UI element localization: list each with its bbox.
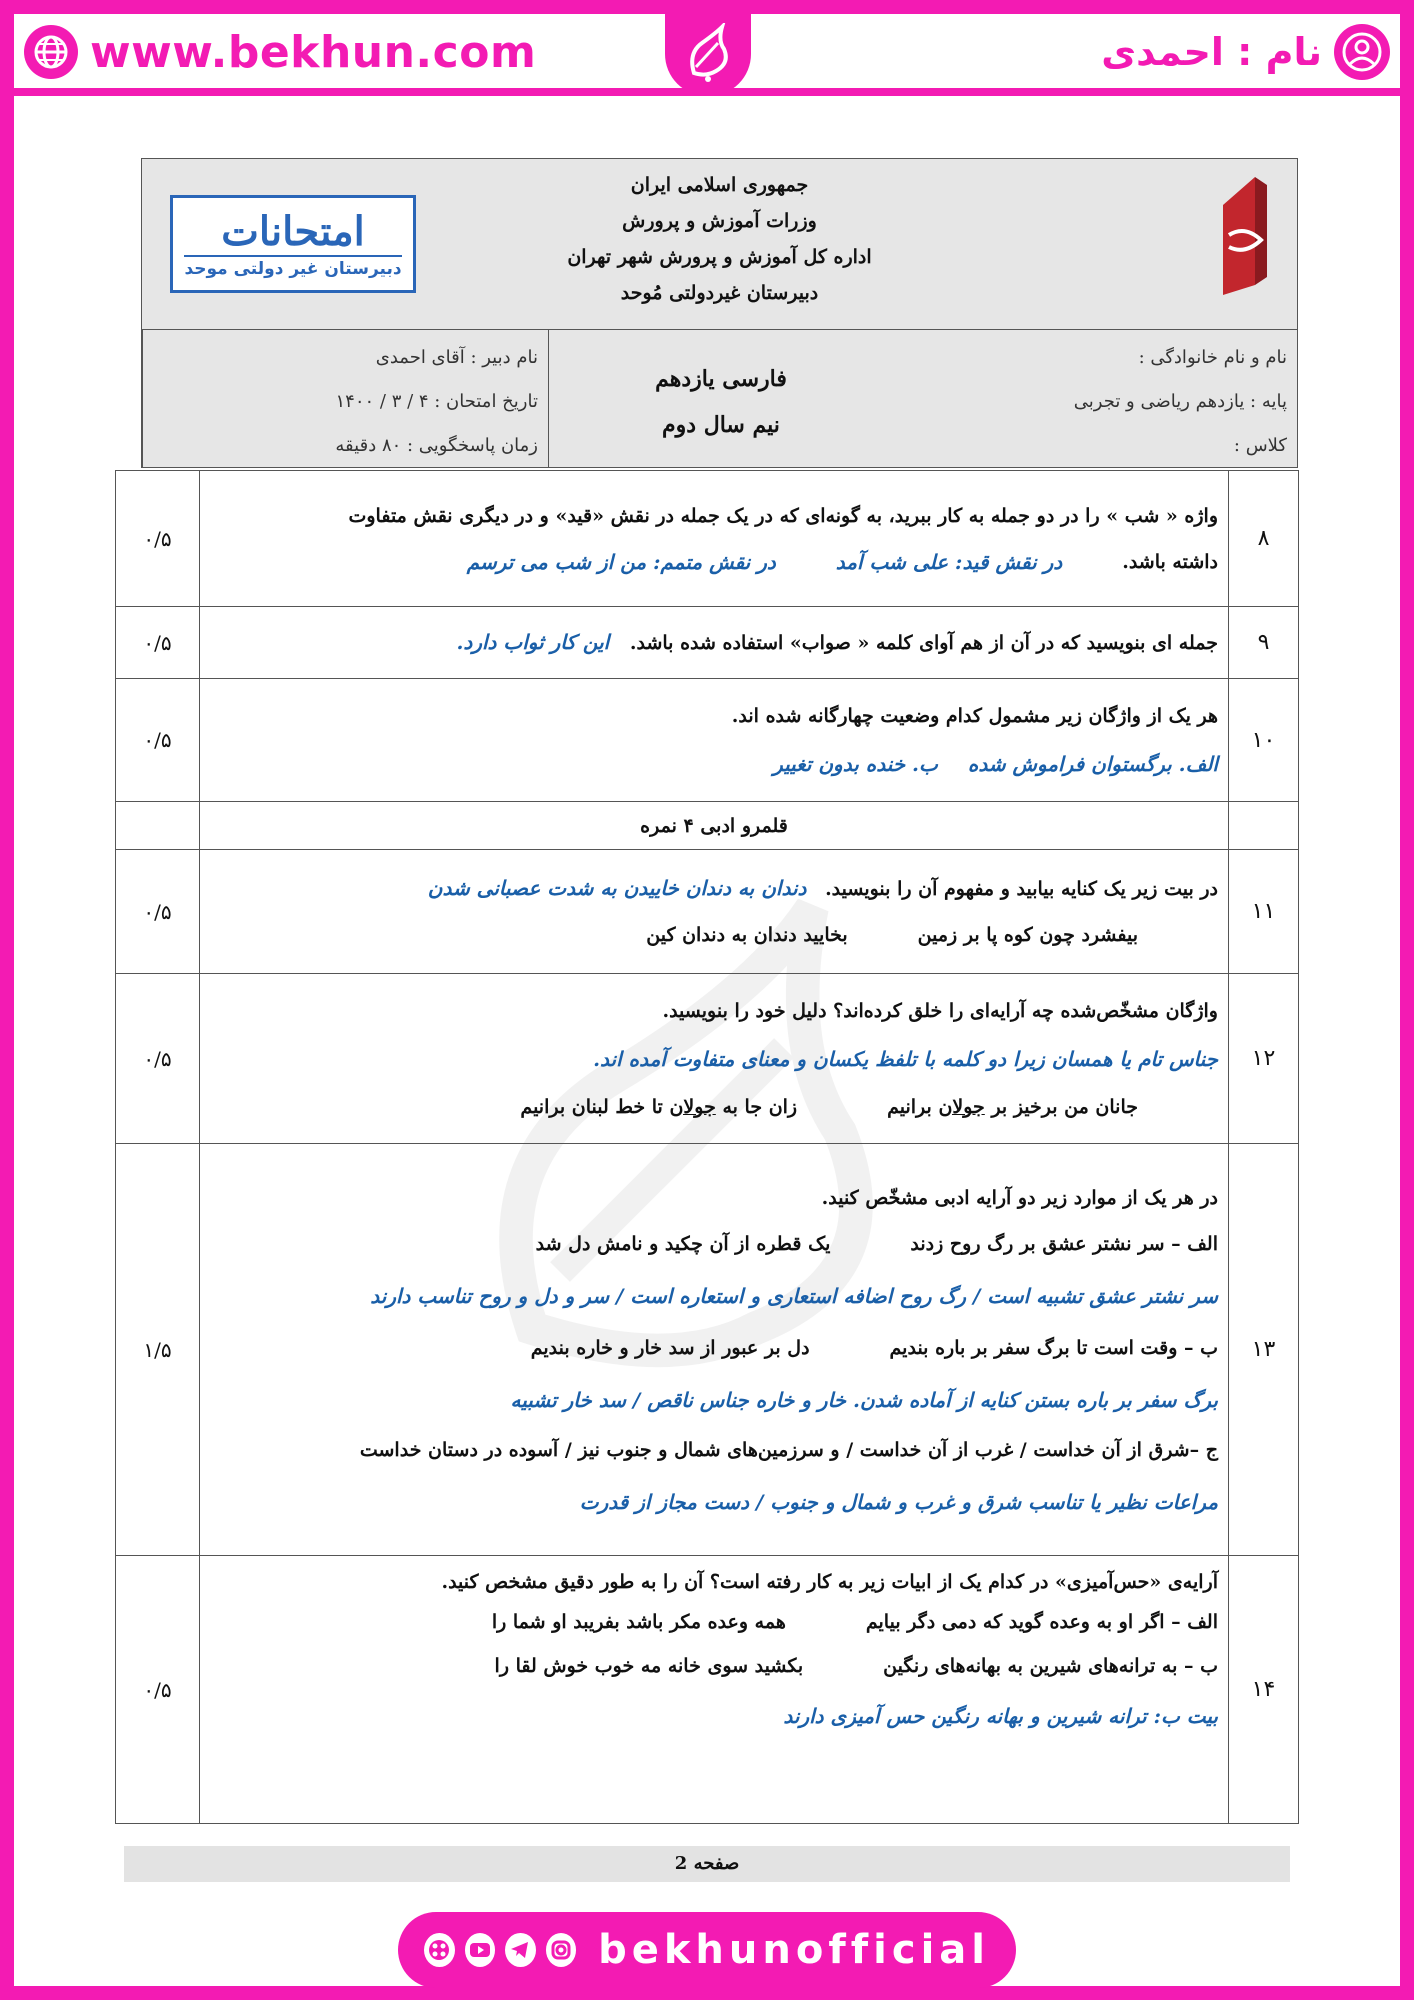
question-row-12 bbox=[116, 974, 1299, 1144]
subject-title: فارسی یازدهم bbox=[655, 366, 787, 392]
question-row-8 bbox=[116, 471, 1299, 607]
item-b-hemistich-1: ب – وقت است تا برگ سفر بر باره بندیم bbox=[889, 1336, 1218, 1359]
question-number: ۱۰ bbox=[1229, 679, 1299, 802]
header-line-2: وزرات آموزش و پرورش bbox=[622, 210, 817, 232]
question-text: در بیت زیر یک کنایه بیابید و مفهوم آن را بنویسید. bbox=[825, 878, 1218, 900]
item-a-hemistich-2: یک قطره از آن چکید و نامش دل شد bbox=[535, 1232, 831, 1255]
class-field: کلاس : bbox=[1233, 435, 1287, 456]
answer-1: الف. برگستوان فراموش شده bbox=[967, 752, 1218, 776]
question-body bbox=[200, 974, 1229, 1144]
question-row-14 bbox=[116, 1556, 1299, 1824]
exam-header bbox=[141, 158, 1298, 330]
answer-2: در نقش متمم: من از شب می ترسم bbox=[466, 549, 776, 574]
question-body bbox=[200, 471, 1229, 607]
bekhun-logo bbox=[665, 14, 751, 96]
question-score: ۰/۵ bbox=[116, 607, 200, 679]
question-body bbox=[200, 1556, 1229, 1824]
item-b-answer: برگ سفر بر باره بستن کنایه از آماده شدن. خار و خاره جناس ناقص / سد خار تشبیه bbox=[510, 1387, 1218, 1412]
question-number: ۱۲ bbox=[1229, 974, 1299, 1144]
site-url[interactable]: www.bekhun.com bbox=[90, 26, 537, 78]
item-a-hemistich-1: الف – سر نشتر عشق بر رگ روح زدند bbox=[910, 1232, 1218, 1255]
answer: این کار ثواب دارد. bbox=[456, 630, 610, 654]
site-link[interactable] bbox=[24, 22, 536, 82]
item-a-hemistich-1: الف – اگر او به وعده گوید که دمی دگر بیایم bbox=[865, 1611, 1218, 1633]
item-b-hemistich-2: دل بر عبور از سد خار و خاره بندیم bbox=[530, 1336, 810, 1359]
item-a-hemistich-2: همه وعده مکر باشد بفریبد او شما را bbox=[491, 1611, 786, 1633]
question-score: ۰/۵ bbox=[116, 679, 200, 802]
aparat-icon[interactable] bbox=[424, 1933, 455, 1967]
question-number: ۱۳ bbox=[1229, 1144, 1299, 1556]
page-number: صفحه 2 bbox=[124, 1846, 1290, 1882]
section-title: قلمرو ادبی ۴ نمره bbox=[200, 802, 1229, 850]
school-logo bbox=[1215, 165, 1275, 315]
question-number: ۱۱ bbox=[1229, 850, 1299, 974]
date-field: تاریخ امتحان : ۴ / ۳ / ۱۴۰۰ bbox=[335, 391, 538, 412]
question-row-11 bbox=[116, 850, 1299, 974]
telegram-icon[interactable] bbox=[505, 1933, 536, 1967]
item-a-answer: سر نشتر عشق تشبیه است / رگ روح اضافه استعاری و استعاره است / سر و دل و روح تناسب دارند bbox=[370, 1283, 1218, 1308]
student-name-badge bbox=[1101, 22, 1390, 82]
question-row-9 bbox=[116, 607, 1299, 679]
question-text: هر یک از واژگان زیر مشمول کدام وضعیت چهارگانه شده اند. bbox=[731, 705, 1218, 727]
item-c-text: ج –شرق از آن خداست / غرب از آن خداست / و سرزمین‌های شمال و جنوب نیز / آسوده در دستان خداست bbox=[359, 1438, 1218, 1461]
question-number: ۹ bbox=[1229, 607, 1299, 679]
answer: جناس تام یا همسان زیرا دو کلمه با تلفظ یکسان و معنای متفاوت آمده اند. bbox=[593, 1046, 1218, 1071]
question-number: ۱۴ bbox=[1229, 1556, 1299, 1824]
poem-hemistich-2: بخایید دندان به دندان کین bbox=[646, 924, 848, 946]
question-score: ۰/۵ bbox=[116, 471, 200, 607]
poem-hemistich-2: زان جا به جولان تا خط لبنان برانیم bbox=[520, 1095, 798, 1118]
question-score: ۰/۵ bbox=[116, 974, 200, 1144]
question-text: آرایه‌ی «حس‌آمیزی» در کدام یک از ابیات زیر به کار رفته است؟ آن را به طور دقیق مشخص کنید. bbox=[441, 1571, 1218, 1593]
section-row bbox=[116, 802, 1299, 850]
student-name: نام : احمدی bbox=[1101, 30, 1322, 74]
instagram-icon[interactable] bbox=[546, 1933, 577, 1967]
social-handle[interactable]: bekhunofficial bbox=[598, 1927, 990, 1973]
user-icon bbox=[1334, 24, 1390, 80]
duration-field: زمان پاسخگویی : ۸۰ دقیقه bbox=[335, 435, 538, 456]
youtube-icon[interactable] bbox=[465, 1933, 496, 1967]
grade-field: پایه : یازدهم ریاضی و تجربی bbox=[1073, 391, 1287, 412]
student-info bbox=[893, 330, 1297, 467]
question-text: جمله ای بنویسید که در آن از هم آوای کلمه « صواب» استفاده شده باشد. bbox=[629, 632, 1218, 654]
exams-stamp bbox=[170, 195, 416, 293]
question-number: ۸ bbox=[1229, 471, 1299, 607]
question-text: واژه « شب » را در دو جمله به کار ببرید، به گونه‌ای که در یک جمله در نقش «قید» و در دیگری نقش متفاوت bbox=[348, 504, 1218, 527]
header-line-4: دبیرستان غیردولتی مُوحد bbox=[620, 282, 819, 304]
question-row-13 bbox=[116, 1144, 1299, 1556]
social-bar[interactable] bbox=[398, 1912, 1016, 1988]
stamp-title: امتحانات bbox=[221, 208, 365, 255]
globe-icon bbox=[24, 25, 78, 79]
item-b-hemistich-1: ب – به ترانه‌های شیرین به بهانه‌های رنگین bbox=[883, 1655, 1218, 1677]
exam-info bbox=[141, 330, 1298, 468]
questions-table bbox=[115, 470, 1299, 1824]
question-score: ۱/۵ bbox=[116, 1144, 200, 1556]
item-b-hemistich-2: بکشید سوی خانه مه خوب خوش لقا را bbox=[494, 1655, 804, 1677]
student-name-field: نام و نام خانوادگی : bbox=[1138, 347, 1287, 368]
header-line-1: جمهوری اسلامی ایران bbox=[630, 174, 809, 196]
question-text: واژگان مشخّص‌شده چه آرایه‌ای را خلق کرده‌اند؟ دلیل خود را بنویسید. bbox=[662, 999, 1218, 1022]
answer: بیت ب: ترانه شیرین و بهانه رنگین حس آمیزی دارند bbox=[783, 1704, 1218, 1728]
question-body bbox=[200, 850, 1229, 974]
question-body bbox=[200, 607, 1229, 679]
question-body bbox=[200, 679, 1229, 802]
answer-2: ب. خنده بدون تغییر bbox=[773, 752, 938, 776]
term-title: نیم سال دوم bbox=[662, 412, 780, 438]
subject-info bbox=[548, 330, 893, 467]
stamp-subtitle: دبیرستان غیر دولتی موحد bbox=[184, 255, 401, 279]
poem-hemistich-1: جانان من برخیز بر جولان برانیم bbox=[887, 1095, 1138, 1118]
answer-1: در نقش قید: علی شب آمد bbox=[835, 549, 1063, 574]
question-text-cont: داشته باشد. bbox=[1122, 550, 1218, 573]
item-c-answer: مراعات نظیر یا تناسب شرق و غرب و شمال و جنوب / دست مجاز از قدرت bbox=[579, 1489, 1218, 1514]
question-row-10 bbox=[116, 679, 1299, 802]
header-line-3: اداره کل آموزش و پرورش شهر تهران bbox=[567, 246, 872, 268]
question-body bbox=[200, 1144, 1229, 1556]
teacher-info bbox=[142, 330, 548, 467]
answer: دندان به دندان خاییدن به شدت عصبانی شدن bbox=[427, 876, 807, 900]
question-score: ۰/۵ bbox=[116, 1556, 200, 1824]
question-score: ۰/۵ bbox=[116, 850, 200, 974]
teacher-field: نام دبیر : آقای احمدی bbox=[375, 347, 538, 368]
question-text: در هر یک از موارد زیر دو آرایه ادبی مشخّص کنید. bbox=[821, 1186, 1218, 1209]
poem-hemistich-1: بیفشرد چون کوه پا بر زمین bbox=[917, 924, 1138, 946]
